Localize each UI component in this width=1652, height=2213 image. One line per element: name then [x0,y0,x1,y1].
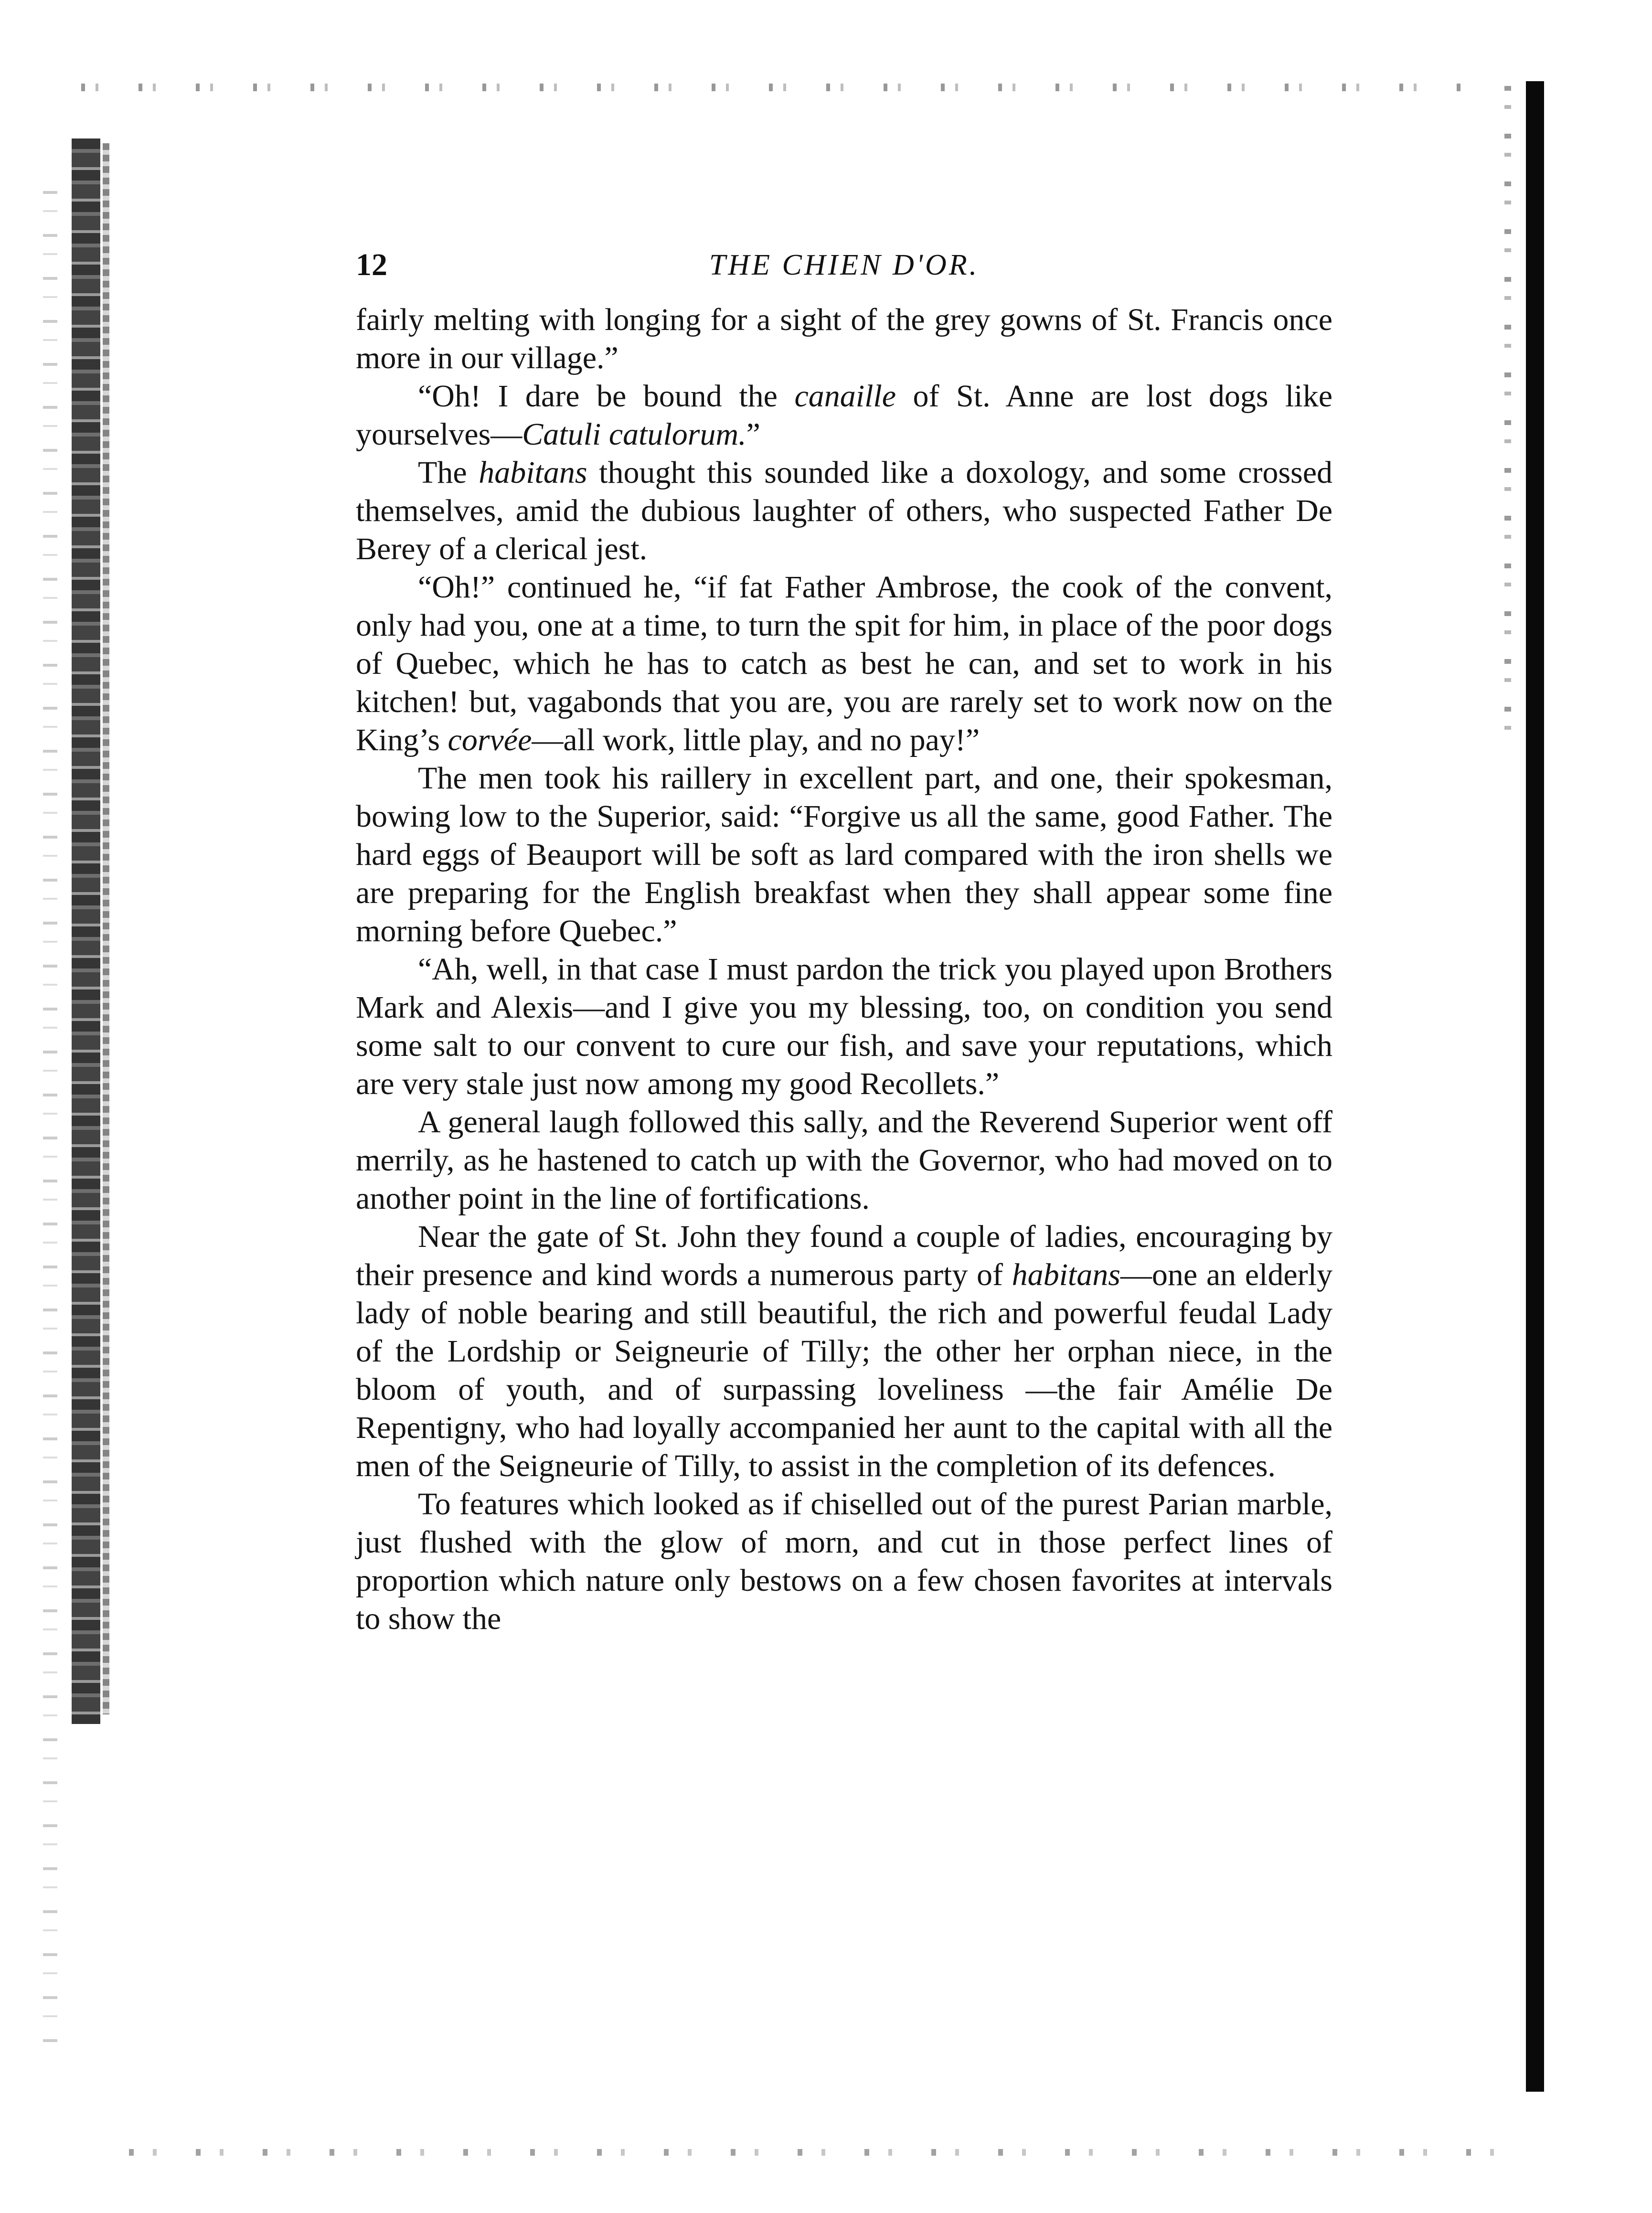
text-run: “Oh!” continued he, “if fat Father Ambrose, the cook of the convent, only had you, one at a time, to turn the spit for him, in place of the poor dogs of Quebec, which he has to catch as best he can, and set to work in his kitchen! but, vagabonds that you are, you are rarely set to work now on the King’s [356,570,1332,757]
text-run: The [418,455,479,490]
text-run: —one an elderly lady of noble bearing and still beautiful, the rich and powerful feudal Lady of the Lordship or Seigneurie of Tilly; the other her orphan niece, in the bloom of youth, and of surpassing loveliness —the fair Amélie De Repentigny, who had loyally accompanied her aunt to the capital with all the men of the Seigneurie of Tilly, to assist in the completion of its defences. [356,1257,1333,1483]
paragraph [356,950,1332,1103]
paragraph [356,454,1332,568]
text-run: Near the gate of St. John they found a couple of ladies, encouraging by their presence and kind words a numerous party of [356,1219,1332,1292]
paragraph [356,377,1332,454]
text-run: A general laugh followed this sally, and the Reverend Superior went off merrily, as he hastened to catch up with the Governor, who had moved on to another point in the line of fortifications. [356,1105,1332,1216]
paragraph [356,1485,1332,1638]
body-text [356,301,1332,1638]
italic-text: corvée [448,723,532,757]
text-run: To features which looked as if chiselled out of the purest Parian marble, just flushed with the glow of morn, and cut in those perfect lines of proportion which nature only bestows on a few chosen favorites at intervals to show the [356,1487,1332,1636]
page-header [356,244,1332,287]
paragraph [356,759,1332,950]
italic-text: canaille [794,379,896,414]
paragraph [356,301,1332,377]
text-run: “Oh! I dare be bound the [418,379,795,414]
paragraph [356,1103,1332,1218]
text-run: thought this sounded like a doxology, and some crossed themselves, amid the dubious laughter of others, who suspected Father De Berey of a clerical jest. [356,455,1333,566]
text-run: “Ah, well, in that case I must pardon the trick you played upon Brothers Mark and Alexis—and I give you my blessing, too, on condition you send some salt to our convent to cure our fish, and save your reputations, which are very stale just now among my good Recollets.” [356,952,1332,1101]
text-run: fairly melting with longing for a sight of the grey gowns of St. Francis once more in our village.” [356,302,1332,375]
paragraph [356,568,1332,759]
running-title: THE CHIEN D'OR. [709,249,980,281]
scan-edge-noise-left [43,191,57,2053]
scan-edge-noise-bottom [129,2149,1514,2156]
scan-edge-noise-right [1504,86,1511,755]
scan-binding-shadow [72,138,100,1724]
italic-text: habitans [1012,1257,1120,1292]
text-run: ” [746,417,760,452]
scan-edge-noise-top [81,84,1466,91]
italic-text: habitans [479,455,587,490]
scan-binding-shadow-inner [103,143,109,1714]
text-run: —all work, little play, and no pay!” [532,723,980,757]
text-run: The men took his raillery in excellent part, and one, their spokesman, bowing low to the Superior, said: “Forgive us all the same, good Father. The hard eggs of Beauport will be soft as lard compared with the iron shells we are preparing for the English breakfast when they shall appear some fine morning before Quebec.” [356,761,1332,948]
text-run: of St. Anne are lost dogs like yourselves— [356,379,1332,452]
paragraph [356,1218,1332,1485]
page-number: 12 [356,247,387,282]
scan-page-edge-right [1526,81,1544,2092]
italic-text: Catuli catulorum. [522,417,746,452]
